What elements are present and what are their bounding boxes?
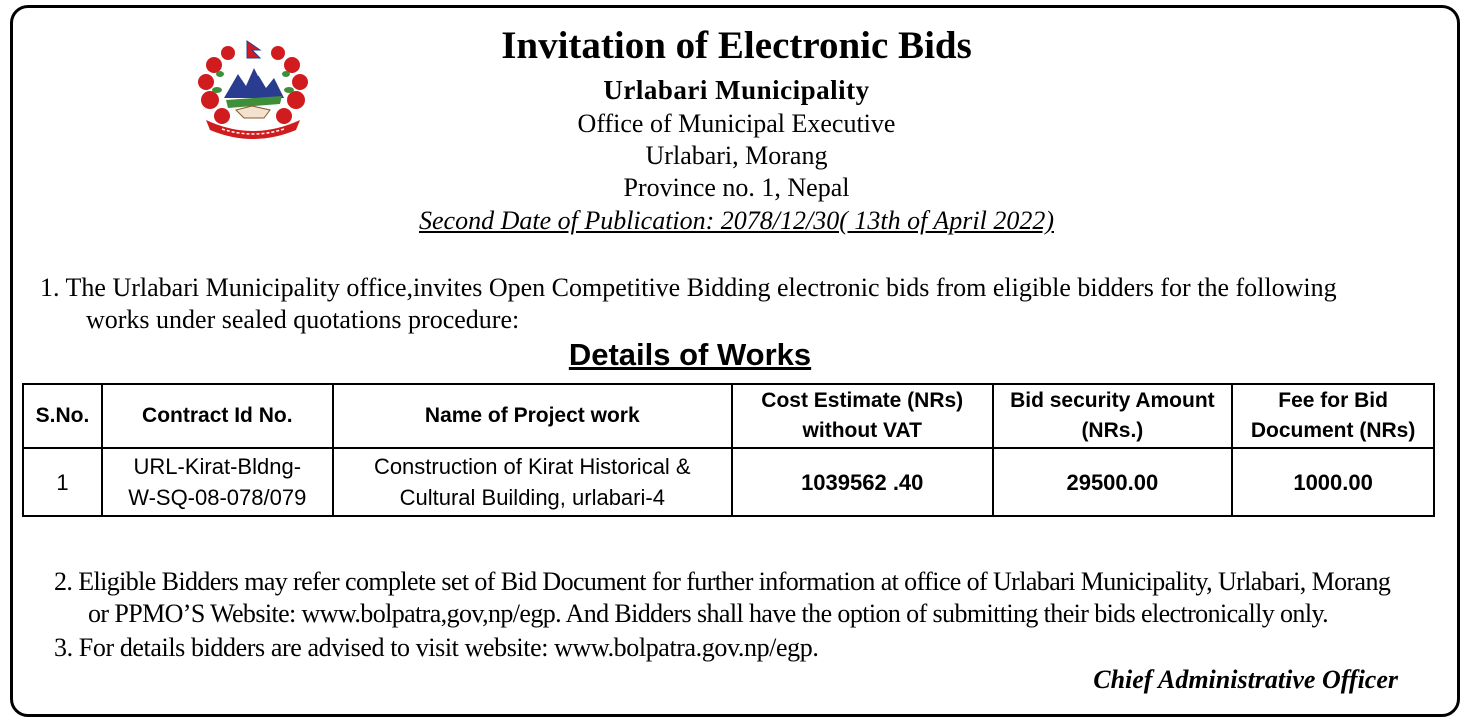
header-contract-id: Contract Id No. (102, 384, 333, 448)
header-fee-line-2: Document (NRs) (1250, 419, 1416, 442)
header-security-line-1: Bid security Amount (1010, 389, 1215, 412)
works-table (22, 383, 1435, 517)
notice-title: Invitation of Electronic Bids (501, 24, 972, 67)
paragraph-2-line-1: 2. Eligible Bidders may refer complete set of Bid Document for further information at office of Urlabari Municipality, Urlabari, Morang (54, 567, 1391, 596)
cell-security: 29500.00 (993, 448, 1233, 516)
contract-id-line-1: URL-Kirat-Bldng- (133, 454, 302, 479)
header-project: Name of Project work (333, 384, 732, 448)
cell-contract-id (102, 448, 333, 516)
header-fee-line-1: Fee for Bid (1278, 389, 1388, 412)
office-name: Office of Municipal Executive (577, 109, 896, 138)
header-cost-line-2: without VAT (802, 419, 922, 442)
cell-fee: 1000.00 (1232, 448, 1434, 516)
publication-date: Second Date of Publication: 2078/12/30( 13th of April 2022) (418, 206, 1054, 235)
works-heading: Details of Works (568, 337, 812, 372)
paragraph-1-line-2: works under sealed quotations procedure: (86, 305, 520, 334)
paragraph-3: 3. For details bidders are advised to visit website: www.bolpatra.gov.np/egp. (54, 633, 819, 662)
header-sno: S.No. (23, 384, 102, 448)
organization-name: Urlabari Municipality (603, 75, 870, 105)
cell-cost: 1039562 .40 (732, 448, 993, 516)
location: Urlabari, Morang (645, 141, 828, 170)
cell-sno: 1 (23, 448, 102, 516)
table-header-row (23, 384, 1434, 448)
header-fee (1232, 384, 1434, 448)
signature: Chief Administrative Officer (1093, 665, 1398, 694)
header-cost-line-1: Cost Estimate (NRs) (761, 389, 964, 412)
paragraph-2-line-2: or PPMO’S Website: www.bolpatra,gov,np/egp. And Bidders shall have the option of submitting their bids electronically only. (88, 599, 1329, 628)
table-row (23, 448, 1434, 516)
project-line-1: Construction of Kirat Historical & (373, 454, 691, 479)
header-cost (732, 384, 993, 448)
paragraph-1-line-1: 1. The Urlabari Municipality office,invites Open Competitive Bidding electronic bids from eligible bidders for the following (40, 273, 1337, 302)
province: Province no. 1, Nepal (623, 173, 850, 202)
contract-id-line-2: W-SQ-08-078/079 (128, 485, 307, 510)
header-security-line-2: (NRs.) (1081, 419, 1144, 442)
project-line-2: Cultural Building, urlabari-4 (399, 485, 665, 510)
cell-project (333, 448, 732, 516)
header-security (993, 384, 1233, 448)
